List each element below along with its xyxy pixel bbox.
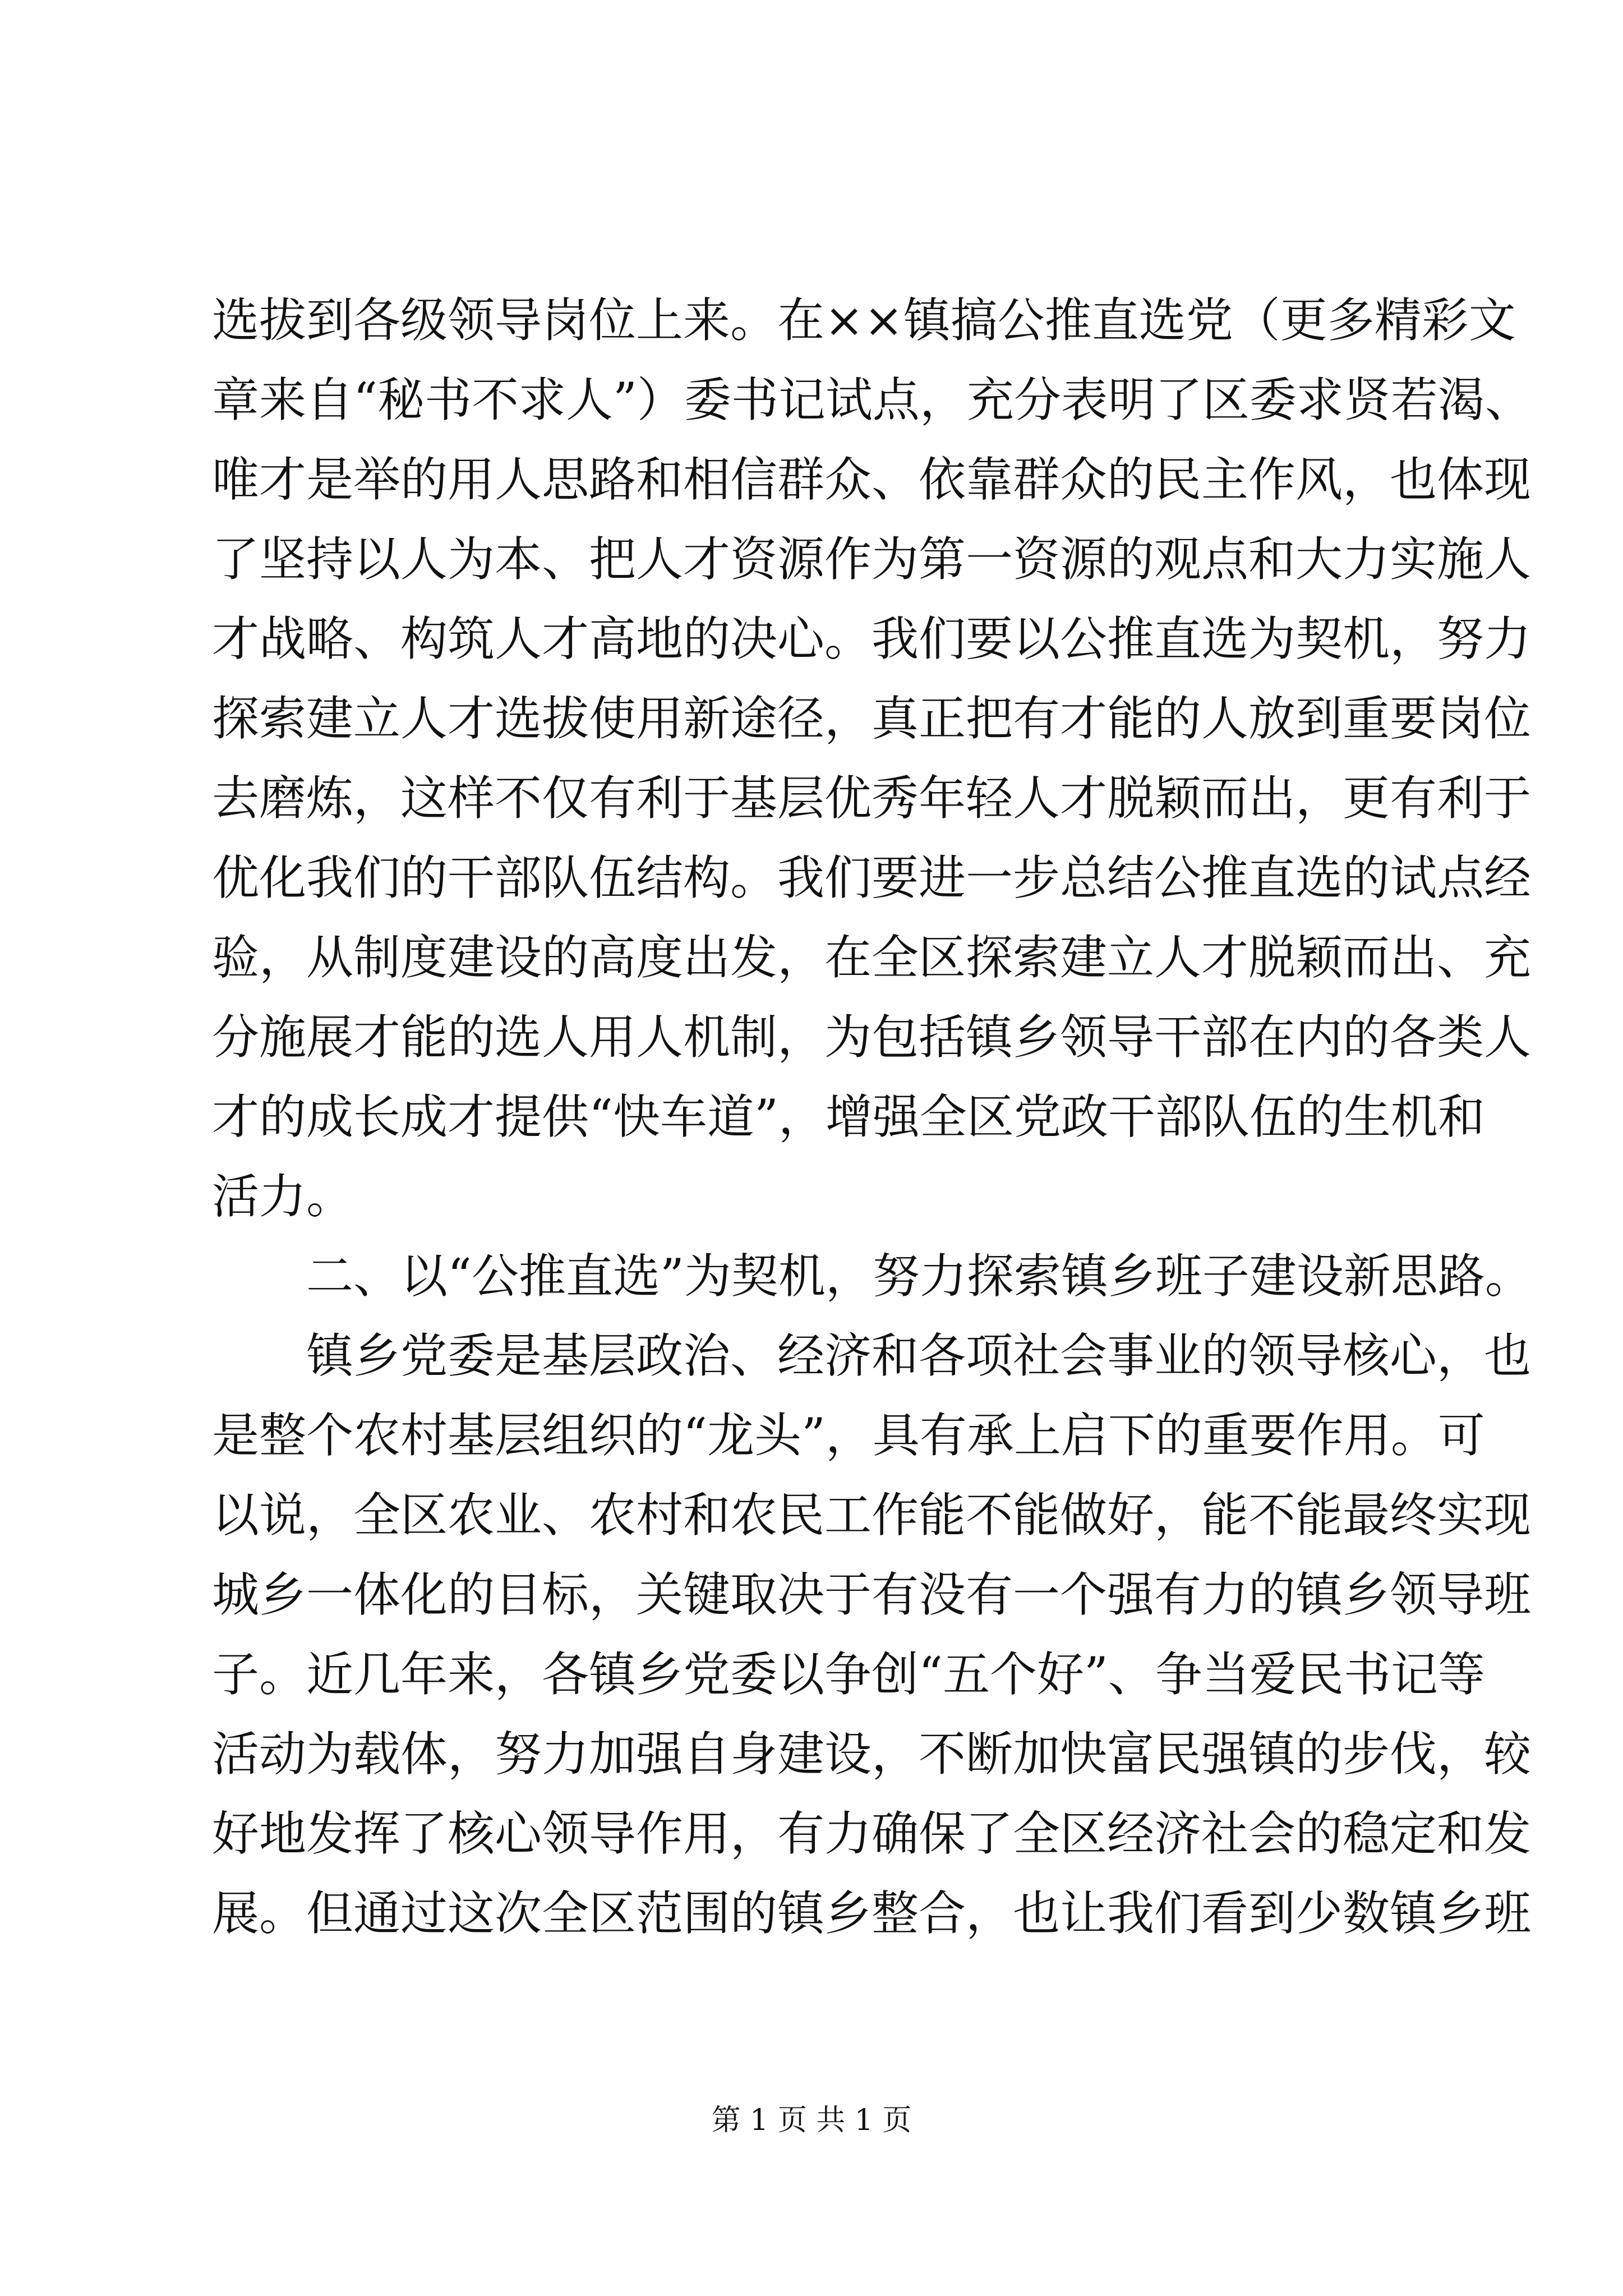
text-line: 以说，全区农业、农村和农民工作能不能做好，能不能最终实现 [212, 1488, 1532, 1543]
text-line: 活动为载体，努力加强自身建设，不断加快富民强镇的步伐，较 [212, 1727, 1532, 1782]
text-line: 好地发挥了核心领导作用，有力确保了全区经济社会的稳定和发 [212, 1806, 1532, 1861]
text-line: 章来自“秘书不求人”）委书记试点，充分表明了区委求贤若渴、 [212, 372, 1532, 427]
text-line: 展。但通过这次全区范围的镇乡整合，也让我们看到少数镇乡班 [212, 1886, 1532, 1941]
text-line: 才的成长成才提供“快车道”，增强全区党政干部队伍的生机和 [212, 1089, 1485, 1144]
text-line: 选拔到各级领导岗位上来。在××镇搞公推直选党（更多精彩文 [212, 293, 1516, 348]
text-line: 唯才是举的用人思路和相信群众、依靠群众的民主作风，也体现 [212, 452, 1532, 507]
text-line: 活力。 [212, 1169, 354, 1224]
text-line: 镇乡党委是基层政治、经济和各项社会事业的领导核心，也 [306, 1328, 1532, 1383]
section-heading: 二、以“公推直选”为契机，努力探索镇乡班子建设新思路。 [306, 1249, 1532, 1304]
page-number-label: 第 1 页 共 1 页 [711, 2104, 912, 2137]
text-line: 探索建立人才选拔使用新途径，真正把有才能的人放到重要岗位 [212, 691, 1532, 746]
text-line: 子。近几年来，各镇乡党委以争创“五个好”、争当爱民书记等 [212, 1647, 1485, 1702]
text-line: 分施展才能的选人用人机制，为包括镇乡领导干部在内的各类人 [212, 1010, 1532, 1065]
text-line: 了坚持以人为本、把人才资源作为第一资源的观点和大力实施人 [212, 532, 1532, 587]
text-line: 是整个农村基层组织的“龙头”，具有承上启下的重要作用。可 [212, 1408, 1485, 1463]
document-body [212, 280, 1532, 1953]
text-line: 优化我们的干部队伍结构。我们要进一步总结公推直选的试点经 [212, 850, 1532, 905]
text-line: 才战略、构筑人才高地的决心。我们要以公推直选为契机，努力 [212, 611, 1532, 666]
text-line: 去磨炼，这样不仅有利于基层优秀年轻人才脱颖而出，更有利于 [212, 771, 1532, 826]
text-line: 验，从制度建设的高度出发，在全区探索建立人才脱颖而出、充 [212, 930, 1532, 985]
text-line: 城乡一体化的目标，关键取决于有没有一个强有力的镇乡领导班 [212, 1567, 1532, 1622]
page-footer [0, 2098, 1623, 2143]
